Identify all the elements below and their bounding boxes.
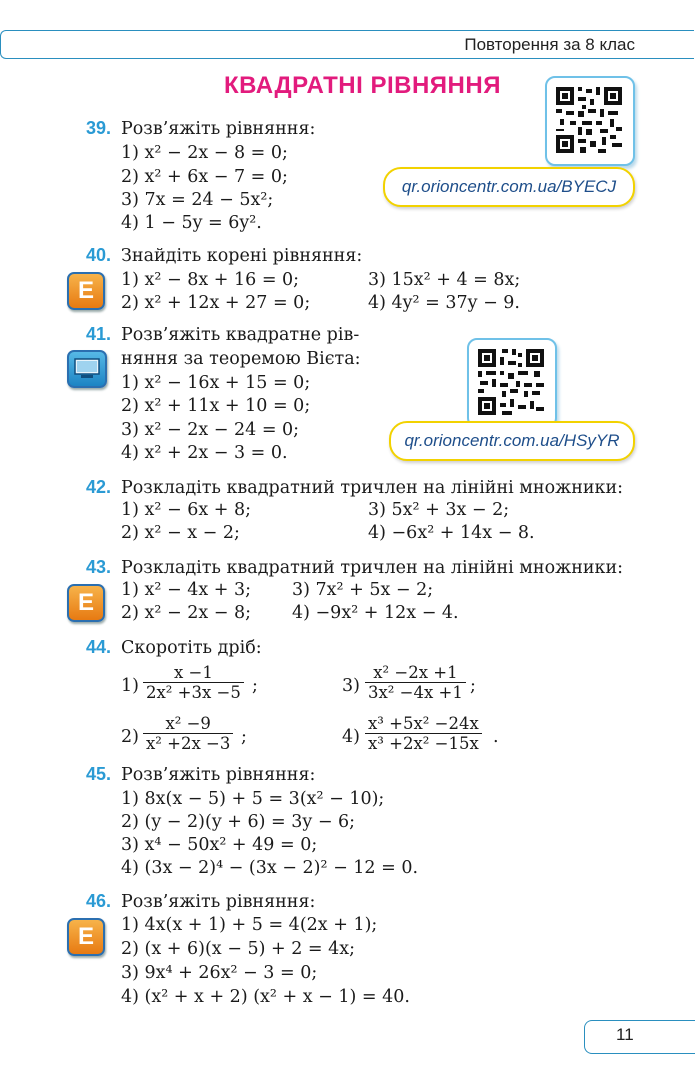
fraction-numerator: x² −2x +1: [373, 663, 458, 682]
task-46-item: 2) (x + 6)(x − 5) + 2 = 4x;: [121, 939, 356, 959]
page-number: 11: [616, 1025, 634, 1044]
task-42-item: 2) x² − x − 2;: [121, 523, 240, 543]
task-39-item: 3) 7x = 24 − 5x²;: [121, 190, 274, 210]
fraction: [143, 663, 244, 702]
task-39-number: 39.: [86, 118, 112, 138]
task-46-item: 4) (x² + x + 2) (x² + x − 1) = 40.: [121, 987, 410, 1007]
task-40-item: 2) x² + 12x + 27 = 0;: [121, 293, 311, 313]
task-41-statement-line1: Розв’яжіть квадратне рів-: [121, 325, 360, 345]
task-45-item: 1) 8x(x − 5) + 5 = 3(x² − 10);: [121, 789, 385, 809]
task-43-item: 4) −9x² + 12x − 4.: [292, 603, 459, 623]
qr-code-icon: [478, 349, 544, 415]
task-46-statement: Розв’яжіть рівняння:: [121, 892, 316, 912]
e-letter-badge-icon: E: [67, 584, 105, 622]
task-41-item: 2) x² + 11x + 10 = 0;: [121, 396, 311, 416]
fraction: [143, 714, 233, 753]
task-43-item: 1) x² − 4x + 3;: [121, 580, 252, 600]
task-43-item: 2) x² − 2x − 8;: [121, 603, 252, 623]
fraction-end: ;: [241, 727, 247, 747]
qr-code-1[interactable]: [545, 76, 635, 166]
fraction-numerator: x −1: [173, 663, 213, 682]
fraction-numerator: x³ +5x² −24x: [368, 714, 479, 733]
qr-code-icon: [556, 87, 622, 153]
task-43-item: 3) 7x² + 5x − 2;: [292, 580, 434, 600]
link-2[interactable]: qr.orioncentr.com.ua/HSyYR: [389, 421, 635, 461]
fraction-end: ;: [252, 676, 258, 696]
fraction-denominator: 3x² −4x +1: [365, 682, 466, 702]
task-41-item: 3) x² − 2x − 24 = 0;: [121, 420, 300, 440]
link-1[interactable]: qr.orioncentr.com.ua/BYECJ: [383, 167, 635, 207]
task-46-number: 46.: [86, 891, 112, 911]
task-41-item: 1) x² − 16x + 15 = 0;: [121, 373, 311, 393]
fraction-denominator: x² +2x −3: [143, 733, 233, 753]
fraction: [365, 663, 466, 702]
task-46-item: 3) 9x⁴ + 26x² − 3 = 0;: [121, 963, 318, 983]
task-43-statement: Розкладіть квадратний тричлен на лінійні множники:: [121, 558, 624, 578]
fraction: [365, 714, 482, 753]
section-title: Повторення за 8 клас: [464, 35, 635, 54]
task-39-statement: Розв’яжіть рівняння:: [121, 119, 316, 139]
e-letter-badge-icon: E: [67, 918, 105, 956]
task-42-number: 42.: [86, 477, 112, 497]
task-46-item: 1) 4x(x + 1) + 5 = 4(2x + 1);: [121, 915, 378, 935]
qr-code-2[interactable]: [467, 338, 557, 428]
task-40-item: 4) 4y² = 37y − 9.: [368, 293, 520, 313]
task-42-item: 4) −6x² + 14x − 8.: [368, 523, 535, 543]
task-40-item: 1) x² − 8x + 16 = 0;: [121, 270, 300, 290]
e-letter-badge-icon: E: [67, 272, 105, 310]
page-number-frame: [584, 1020, 695, 1054]
task-43-number: 43.: [86, 557, 112, 577]
task-42-item: 3) 5x² + 3x − 2;: [368, 500, 510, 520]
task-42-statement: Розкладіть квадратний тричлен на лінійні множники:: [121, 478, 624, 498]
fraction-denominator: 2x² +3x −5: [143, 682, 244, 702]
page-title: КВАДРАТНІ РІВНЯННЯ: [224, 72, 501, 99]
task-41-statement-line2: няння за теоремою Вієта:: [121, 349, 361, 369]
fraction-end: ;: [470, 676, 476, 696]
fraction-label: 4): [342, 727, 360, 747]
fraction-denominator: x³ +2x² −15x: [365, 733, 482, 753]
task-42-item: 1) x² − 6x + 8;: [121, 500, 252, 520]
task-45-item: 2) (y − 2)(y + 6) = 3y − 6;: [121, 812, 356, 832]
fraction-label: 1): [121, 676, 139, 696]
task-41-number: 41.: [86, 324, 112, 344]
fraction-label: 3): [342, 676, 360, 696]
fraction-end: .: [493, 727, 499, 747]
task-40-number: 40.: [86, 245, 112, 265]
computer-monitor-icon: [67, 350, 107, 388]
task-44-statement: Скоротіть дріб:: [121, 638, 262, 658]
task-39-item: 1) x² − 2x − 8 = 0;: [121, 143, 288, 163]
task-45-item: 3) x⁴ − 50x² + 49 = 0;: [121, 835, 318, 855]
task-45-item: 4) (3x − 2)⁴ − (3x − 2)² − 12 = 0.: [121, 858, 419, 878]
fraction-label: 2): [121, 727, 139, 747]
task-45-statement: Розв’яжіть рівняння:: [121, 765, 316, 785]
task-40-statement: Знайдіть корені рівняння:: [121, 246, 363, 266]
task-44-number: 44.: [86, 637, 112, 657]
task-40-item: 3) 15x² + 4 = 8x;: [368, 270, 521, 290]
task-41-item: 4) x² + 2x − 3 = 0.: [121, 443, 288, 463]
header-bar: [0, 30, 695, 60]
task-39-item: 2) x² + 6x − 7 = 0;: [121, 167, 288, 187]
task-45-number: 45.: [86, 764, 112, 784]
fraction-numerator: x² −9: [165, 714, 211, 733]
task-39-item: 4) 1 − 5y = 6y².: [121, 213, 262, 233]
